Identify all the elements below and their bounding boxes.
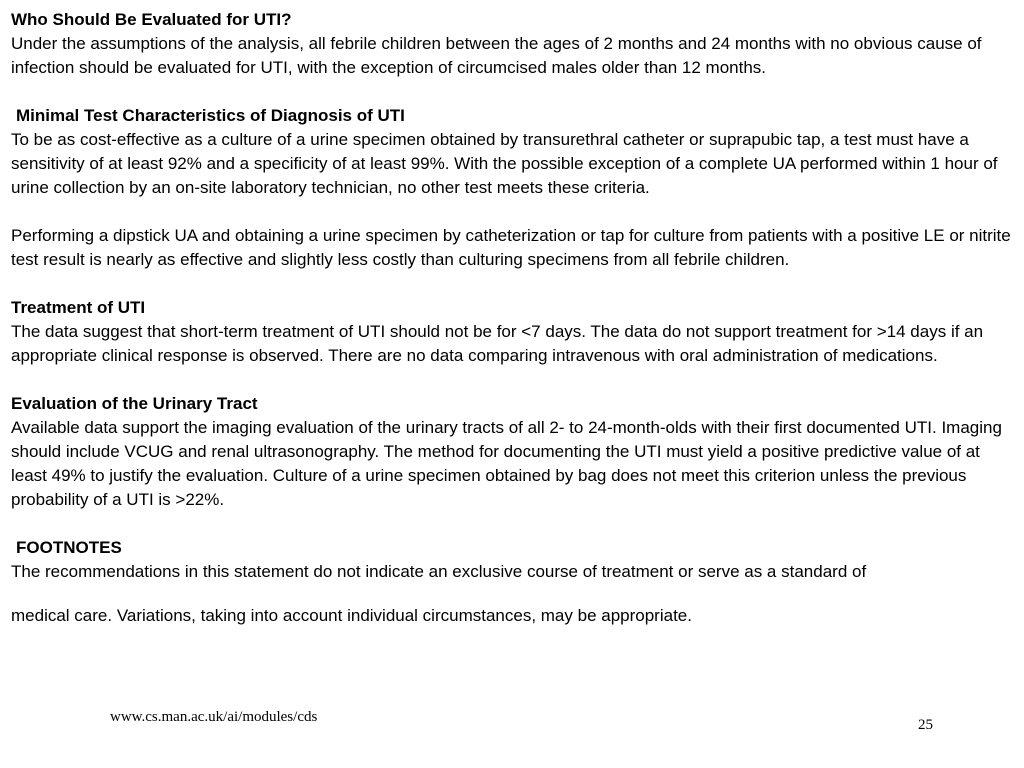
heading-who-evaluated: Who Should Be Evaluated for UTI? (11, 10, 292, 29)
paragraph-treatment: The data suggest that short-term treatment of UTI should not be for <7 days. The data do not support treatment for >14 days if an appropriate clinical response is observed. There are no data comparing intravenous with oral administration of medications. (11, 322, 984, 365)
heading-minimal-test: Minimal Test Characteristics of Diagnosis of UTI (16, 106, 405, 125)
slide-content (11, 8, 1016, 628)
footnote-line-1: The recommendations in this statement do not indicate an exclusive course of treatment or serve as a standard of (11, 562, 867, 581)
heading-urinary-tract: Evaluation of the Urinary Tract (11, 394, 258, 413)
paragraph-who-evaluated: Under the assumptions of the analysis, all febrile children between the ages of 2 months and 24 months with no obvious cause of infection should be evaluated for UTI, with the exception of circumcised males older than 12 months. (11, 34, 982, 77)
section-urinary-tract (11, 392, 1016, 512)
section-footnotes (11, 536, 1016, 628)
heading-footnotes: FOOTNOTES (16, 538, 122, 557)
paragraph-minimal-test: To be as cost-effective as a culture of a urine specimen obtained by transurethral catheter or suprapubic tap, a test must have a sensitivity of at least 92% and a specificity of at least 99%. With the possible exception of a complete UA performed within 1 hour of urine collection by an on-site laboratory technician, no other test meets these criteria. (11, 130, 998, 197)
section-who-evaluated (11, 8, 1016, 80)
section-minimal-test (11, 104, 1016, 272)
footnote-line-2: medical care. Variations, taking into account individual circumstances, may be appropriate. (11, 606, 692, 625)
section-treatment (11, 296, 1016, 368)
footer-url: www.cs.man.ac.uk/ai/modules/cds (110, 709, 318, 725)
heading-treatment: Treatment of UTI (11, 298, 146, 317)
paragraph-dipstick: Performing a dipstick UA and obtaining a urine specimen by catheterization or tap for culture from patients with a positive LE or nitrite test result is nearly as effective and slightly less costly than culturing specimens from all febrile children. (11, 226, 1011, 269)
page-number: 25 (918, 717, 933, 733)
paragraph-urinary-tract: Available data support the imaging evaluation of the urinary tracts of all 2- to 24-month-olds with their first documented UTI. Imaging should include VCUG and renal ultrasonography. The method for documenting the UTI must yield a positive predictive value of at least 49% to justify the evaluation. Culture of a urine specimen obtained by bag does not meet this criterion unless the previous probability of a UTI is >22%. (11, 418, 1002, 509)
